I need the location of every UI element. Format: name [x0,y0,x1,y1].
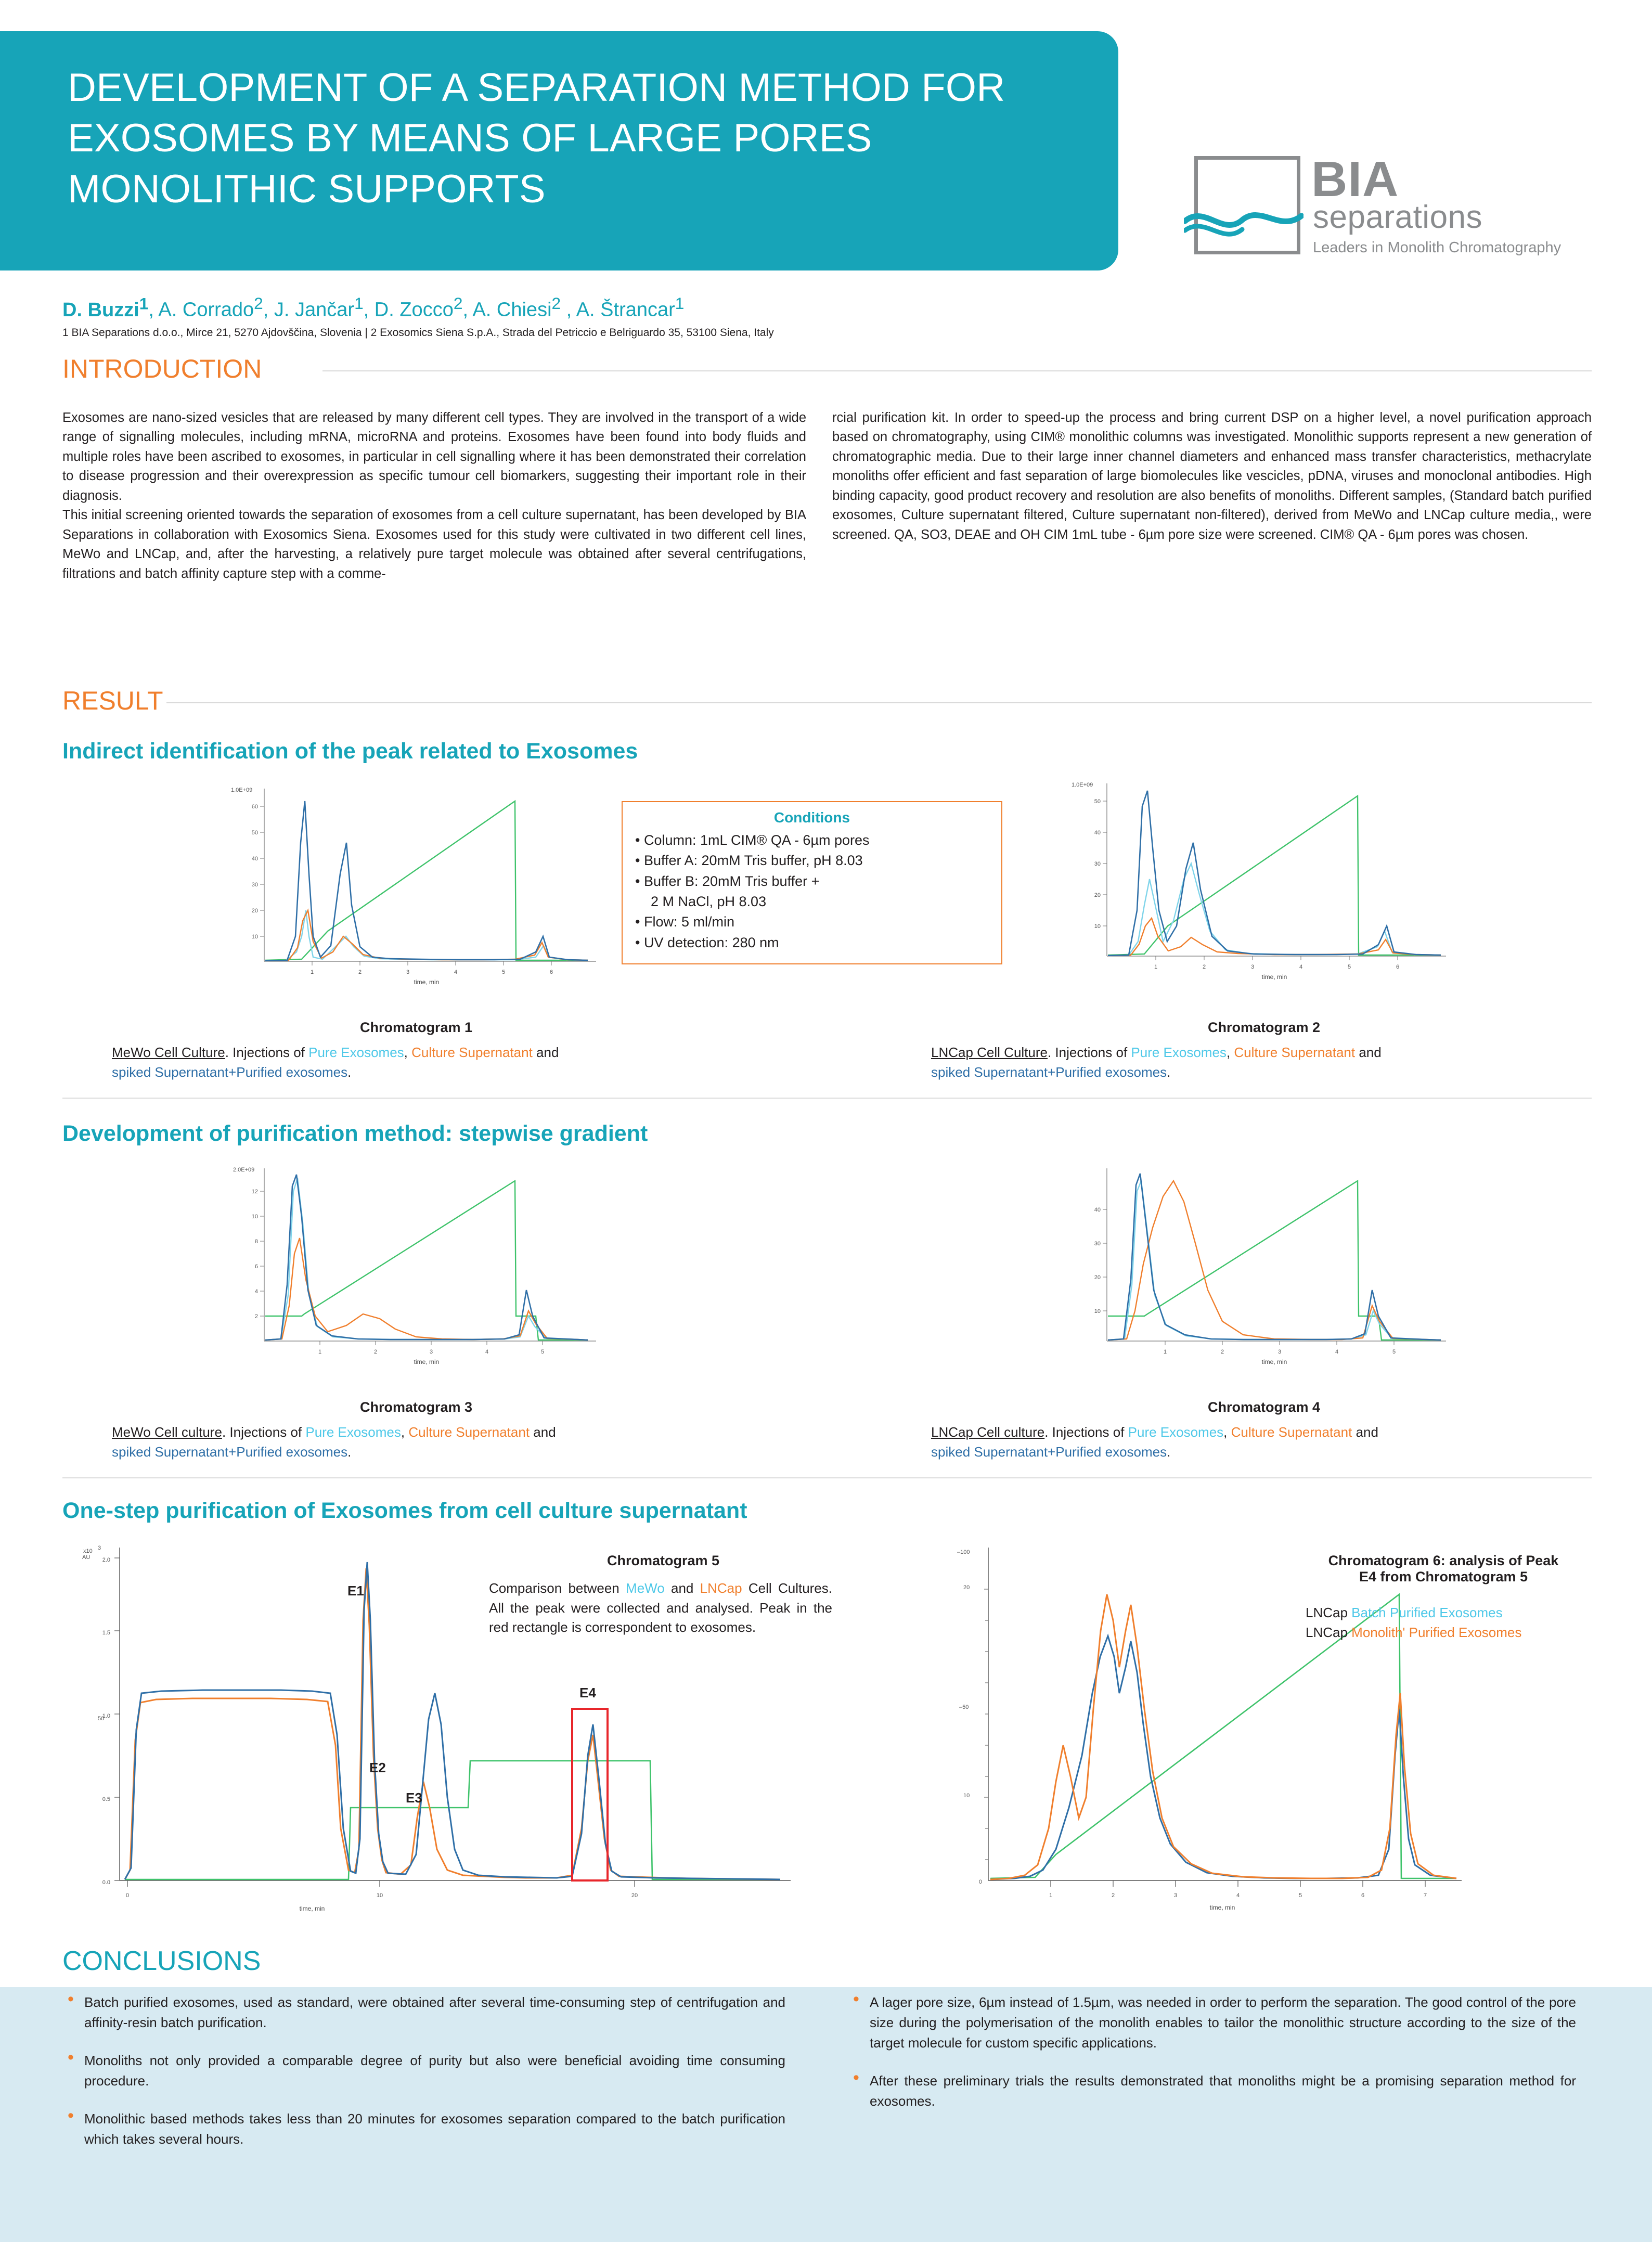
svg-text:50: 50 [1094,798,1101,805]
conclusion-item: • Monoliths not only provided a comparable degree of purity but also were beneficial avoiding time consuming procedure. [62,2051,785,2091]
affiliations: 1 BIA Separations d.o.o., Mirce 21, 5270 Ajdovščina, Slovenia | 2 Exosomics Siena S.p.A., Strada del Petriccio e Belriguardo 35, 53100 Siena, Italy [62,327,774,339]
chromatogram-1-caption-title: Chromatogram 1 [359,1020,473,1035]
svg-text:20: 20 [1094,892,1101,898]
bia-logo [1132,151,1590,270]
svg-text:10: 10 [251,1214,258,1220]
logo-bia-text: BIA [1311,151,1399,207]
svg-text:4: 4 [254,1288,258,1295]
svg-text:10: 10 [376,1892,383,1899]
chromatogram-4-plot [1066,1160,1462,1384]
svg-text:–100: –100 [957,1549,970,1555]
svg-text:time, min: time, min [414,1358,440,1365]
svg-text:50: 50 [251,830,258,836]
svg-text:5: 5 [1347,964,1351,970]
svg-text:4: 4 [454,969,458,975]
svg-text:10: 10 [1094,923,1101,930]
svg-text:1: 1 [310,969,314,975]
svg-text:0: 0 [978,1879,982,1885]
chromatogram-5-caption-title: Chromatogram 5 [606,1553,720,1568]
svg-text:4: 4 [1299,964,1303,970]
conclusion-item: • A lager pore size, 6µm instead of 1.5µm, was needed in order to perform the separation. The good control of the pore size during the polymerisation of the monolith enables to tailor the monolithic structure according to the size of the target molecule for custom specific applications. [848,1992,1576,2053]
svg-text:time, min: time, min [1261,1358,1287,1365]
section-heading-conclusions: CONCLUSIONS [62,1946,261,1976]
svg-text:x10: x10 [83,1548,93,1554]
chromatogram-4-caption-title: Chromatogram 4 [1207,1399,1321,1415]
svg-text:5: 5 [501,969,506,975]
svg-text:time, min: time, min [1261,973,1287,981]
c4-cell-line: LNCap Cell culture [931,1424,1045,1440]
svg-text:–50: –50 [959,1704,969,1710]
chromatogram-2-caption-body: LNCap Cell Culture. Injections of Pure Exosomes, Culture Supernatant and spiked Supernatant+Purified exosomes. [931,1045,1382,1080]
condition-item: • Column: 1mL CIM® QA - 6µm pores [635,832,870,848]
svg-text:2: 2 [373,1349,378,1355]
svg-text:6: 6 [1396,964,1400,970]
svg-text:1.0E+09: 1.0E+09 [231,787,253,793]
svg-text:0.5: 0.5 [102,1796,110,1802]
svg-text:5: 5 [540,1349,545,1355]
svg-text:1.0E+09: 1.0E+09 [1072,782,1093,788]
svg-text:12: 12 [251,1189,258,1195]
svg-text:E3: E3 [406,1790,422,1806]
svg-text:6: 6 [549,969,553,975]
svg-text:4: 4 [485,1349,489,1355]
conclusion-item: • After these preliminary trials the results demonstrated that monoliths might be a promising separation method for exosomes. [848,2071,1576,2111]
svg-text:2: 2 [1220,1349,1224,1355]
logo-tagline: Leaders in Monolith Chromatography [1313,239,1561,256]
condition-item: • Flow: 5 ml/min [635,914,734,930]
svg-text:2: 2 [254,1313,258,1320]
condition-item: • UV detection: 280 nm [635,934,779,950]
c3-cell-line: MeWo Cell culture [112,1424,222,1440]
divider [62,1477,1592,1478]
svg-text:30: 30 [1094,861,1101,867]
chromatogram-2-plot [1066,775,1462,999]
intro-left-column: Exosomes are nano-sized vesicles that are released by many different cell types. They are involved in the transport of a wide range of signalling molecules, including mRNA, microRNA and proteins. Exosomes have been found into body fluids and multiple roles have been ascribed to exosomes, in particular in cell signalling where it has been demonstrated their correlation to disease progression and their overexpression as specific tumour cell biomarkers, suggesting their important role in their diagnosis. This initial screening oriented towards the separation of exosomes from a cell culture supernatant, has been developed by BIA Separations in collaboration with Exosomics Siena. Exosomes used for this study were cultivated in two different cell lines, MeWo and LNCap, and, after the harvesting, a relatively pure target molecule was obtained after several centrifugations, filtrations and batch affinity capture step with a comme- [62,410,806,581]
svg-text:7: 7 [1423,1892,1427,1899]
svg-text:50: 50 [98,1716,105,1722]
intro-right-column: rcial purification kit. In order to speed-up the process and bring current DSP on a higher level, a novel purification approach based on chromatography, using CIM® monolithic columns was investigated. Monolithic supports represent a new generation of chromatographic media. Due to their large inner channel diameters and enhanced mass transfer characteristics, methacrylate monoliths offer efficient and fast separation of large biomolecules like vescicles, pDNA, viruses and monoclonal antibodies. High binding capacity, good product recovery and resolution are also benefits of monoliths. Different samples, (Standard batch purified exosomes, Culture supernatant filtered, Culture supernatant non-filtered), derived from MeWo and LNCap culture media,, were screened. QA, SO3, DEAE and OH CIM 1mL tube - 6µm pore size were screened. CIM® QA - 6µm pores was chosen. [832,410,1592,542]
svg-text:3: 3 [1277,1349,1282,1355]
divider [62,1098,1592,1099]
svg-text:40: 40 [251,856,258,862]
chromatogram-3-caption-title: Chromatogram 3 [359,1399,473,1415]
condition-item: • Buffer B: 20mM Tris buffer + [635,873,820,889]
svg-text:10: 10 [963,1793,970,1799]
svg-text:5: 5 [1298,1892,1302,1899]
svg-text:20: 20 [963,1584,970,1591]
svg-text:2.0: 2.0 [102,1557,110,1563]
svg-text:1: 1 [1049,1892,1053,1899]
svg-text:1: 1 [1163,1349,1167,1355]
chromatogram-6-legend [1306,1603,1618,1642]
svg-text:3: 3 [1250,964,1255,970]
legend-item-batch: LNCap Batch Purified Exosomes [1306,1605,1503,1620]
svg-text:E2: E2 [369,1760,386,1775]
logo-wave-icon [1184,200,1303,237]
conditions-box [622,801,1002,964]
svg-text:40: 40 [1094,1207,1101,1213]
svg-text:10: 10 [251,934,258,940]
conclusions-left-column [62,1992,785,2167]
svg-text:3: 3 [429,1349,433,1355]
c1-cell-line: MeWo Cell Culture [112,1045,225,1060]
svg-text:4: 4 [1236,1892,1240,1899]
divider [322,370,1592,371]
conditions-list [635,830,989,952]
subsection-stepwise-gradient: Development of purification method: stepwise gradient [62,1121,648,1146]
chromatogram-2-caption-title: Chromatogram 2 [1207,1020,1321,1035]
svg-text:40: 40 [1094,830,1101,836]
svg-text:4: 4 [1335,1349,1339,1355]
condition-item: 2 M NaCl, pH 8.03 [651,893,767,909]
svg-text:20: 20 [251,908,258,914]
page-title: DEVELOPMENT OF A SEPARATION METHOD FOR EXOSOMES BY MEANS OF LARGE PORES MONOLITHIC SUPPORTS [68,66,1005,211]
svg-text:30: 30 [1094,1241,1101,1247]
svg-text:30: 30 [251,882,258,888]
svg-text:0.0: 0.0 [102,1879,110,1886]
section-heading-result: RESULT [62,686,163,715]
svg-text:AU: AU [82,1554,91,1561]
chromatogram-6-caption-title: Chromatogram 6: analysis of Peak E4 from Chromatogram 5 [1328,1553,1559,1584]
svg-text:20: 20 [631,1892,638,1899]
conditions-title: Conditions [773,809,850,826]
svg-text:time, min: time, min [1209,1904,1235,1911]
svg-text:1: 1 [318,1349,322,1355]
svg-text:1.5: 1.5 [102,1630,110,1636]
svg-text:2: 2 [1111,1892,1115,1899]
chromatogram-4-caption-body: LNCap Cell culture. Injections of Pure Exosomes, Culture Supernatant and spiked Supernatant+Purified exosomes. [931,1424,1378,1460]
svg-text:time, min: time, min [299,1905,325,1912]
conclusion-item: • Monolithic based methods takes less than 20 minutes for exosomes separation compared to the batch purification which takes several hours. [62,2109,785,2149]
subsection-indirect-identification: Indirect identification of the peak related to Exosomes [62,739,638,764]
chromatogram-3-plot [224,1160,609,1384]
svg-text:60: 60 [251,804,258,810]
legend-item-monolith: LNCap Monolith' Purified Exosomes [1306,1624,1522,1640]
chromatogram-6-plot [952,1537,1482,1917]
condition-item: • Buffer A: 20mM Tris buffer, pH 8.03 [635,853,863,869]
svg-text:0: 0 [125,1892,130,1899]
svg-text:E4: E4 [579,1685,596,1700]
conclusions-right-column [848,1992,1576,2129]
subsection-one-step-purification: One-step purification of Exosomes from cell culture supernatant [62,1498,747,1523]
c2-cell-line: LNCap Cell Culture [931,1045,1048,1060]
author-list: D. Buzzi$^1$, A. Corrado$^2$, J. Jančar$^1$, D. Zocco$^2$, A. Chiesi$^2$ , A. Štrancar$^1$ [62,294,685,321]
chromatogram-3-caption-body: MeWo Cell culture. Injections of Pure Exosomes, Culture Supernatant and spiked Supernatant+Purified exosomes. [112,1424,556,1460]
svg-text:5: 5 [1392,1349,1396,1355]
svg-text:3: 3 [406,969,410,975]
svg-text:6: 6 [254,1264,258,1270]
svg-text:6: 6 [1361,1892,1365,1899]
svg-text:2.0E+09: 2.0E+09 [233,1167,255,1173]
svg-text:10: 10 [1094,1308,1101,1315]
svg-text:time, min: time, min [414,978,440,986]
svg-text:20: 20 [1094,1274,1101,1281]
svg-text:3: 3 [98,1545,101,1551]
svg-text:2: 2 [1202,964,1206,970]
chromatogram-1-caption-body: MeWo Cell Culture. Injections of Pure Exosomes, Culture Supernatant and spiked Supernatant+Purified exosomes. [112,1045,559,1080]
svg-text:1.0: 1.0 [102,1713,110,1719]
svg-text:1: 1 [1154,964,1158,970]
chromatogram-5-caption-body: Comparison between MeWo and LNCap Cell Cultures. All the peak were collected and analysed. Peak in the red rectangle is correspondent to exosomes. [489,1580,832,1635]
svg-text:2: 2 [358,969,362,975]
section-heading-introduction: INTRODUCTION [62,354,262,383]
chromatogram-1-plot [224,780,609,999]
conclusion-item: • Batch purified exosomes, used as standard, were obtained after several time-consuming step of centrifugation and affinity-resin batch purification. [62,1992,785,2033]
svg-text:3: 3 [1173,1892,1178,1899]
logo-separations-text: separations [1313,199,1483,235]
divider [166,702,1592,703]
svg-text:E1: E1 [347,1583,364,1599]
svg-text:8: 8 [254,1239,258,1245]
